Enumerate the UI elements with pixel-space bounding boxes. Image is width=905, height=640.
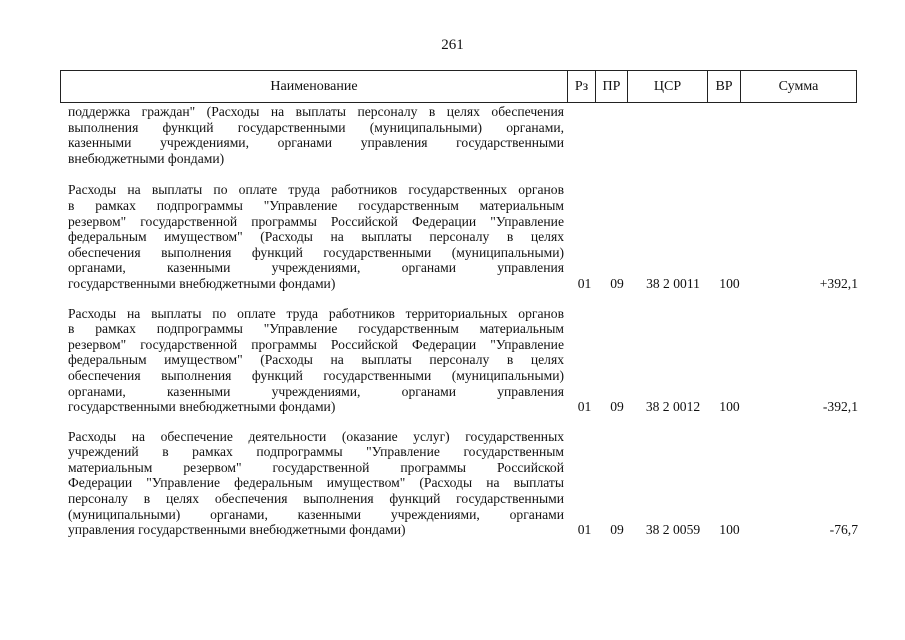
row-sum: -392,1 <box>822 399 858 415</box>
name-line: (муниципальными) органами, казенными учреждениями, органами <box>68 506 564 522</box>
row-rz: 01 <box>577 399 592 415</box>
name-line: управления государственными внебюджетными фондами) <box>68 522 406 538</box>
header-rz: Рз <box>568 71 596 102</box>
header-pr: ПР <box>596 71 628 102</box>
name-line: в рамках подпрограммы "Управление государственным материальным <box>68 321 564 337</box>
name-line: федеральным имуществом" (Расходы на выплаты персоналу в целях <box>68 352 564 368</box>
name-line: резервом" государственной программы Российской Федерации "Управление <box>68 213 564 229</box>
row-pr: 09 <box>610 399 624 415</box>
row-rz: 01 <box>577 522 592 538</box>
name-line: в рамках подпрограммы "Управление государственным материальным <box>68 197 564 213</box>
name-line: персоналу в целях обеспечения выполнения функций государственными <box>68 491 564 507</box>
name-line: внебюджетными фондами) <box>68 150 225 166</box>
row-vr: 100 <box>719 522 740 538</box>
header-csr: ЦСР <box>628 71 708 102</box>
row-pr: 09 <box>610 522 624 538</box>
name-line: федеральным имуществом" (Расходы на выплаты персоналу в целях <box>68 229 564 245</box>
page-number: 261 <box>441 37 464 53</box>
row-name <box>68 182 564 291</box>
row-csr: 38 2 0011 <box>646 275 700 291</box>
row-pr: 09 <box>610 275 624 291</box>
header-name: Наименование <box>61 71 568 102</box>
name-line: государственными внебюджетными фондами) <box>68 275 336 291</box>
name-line: органами, казенными учреждениями, органами управления <box>68 260 564 276</box>
row-sum: +392,1 <box>819 275 858 291</box>
name-line: учреждений в рамках подпрограммы "Управление государственным <box>68 444 564 460</box>
name-line: материальным резервом" государственной программы Российской <box>68 459 564 475</box>
name-line: органами, казенными учреждениями, органами управления <box>68 383 564 399</box>
row-csr: 38 2 0059 <box>645 522 701 538</box>
table-header <box>60 70 857 103</box>
name-line: резервом" государственной программы Российской Федерации "Управление <box>68 336 564 352</box>
name-line: обеспечения выполнения функций государственными (муниципальными) <box>68 367 564 383</box>
row-rz: 01 <box>577 275 592 291</box>
row-csr: 38 2 0012 <box>645 399 701 415</box>
name-line: Расходы на выплаты по оплате труда работников государственных органов <box>68 182 564 198</box>
name-line: государственными внебюджетными фондами) <box>68 399 336 415</box>
name-line: Расходы на выплаты по оплате труда работников территориальных органов <box>68 305 564 321</box>
row-vr: 100 <box>719 399 740 415</box>
row-sum: -76,7 <box>829 522 858 538</box>
name-line: обеспечения выполнения функций государственными (муниципальными) <box>68 244 564 260</box>
table-row <box>68 104 858 166</box>
row-name <box>68 429 564 538</box>
row-name <box>68 104 564 166</box>
name-line: казенными учреждениями, органами управления государственными <box>68 135 564 151</box>
header-sum: Сумма <box>778 78 819 94</box>
name-line: Федерации "Управление федеральным имуществом" (Расходы на выплаты <box>68 475 564 491</box>
table-body <box>68 104 858 552</box>
name-line: выполнения функций государственными (муниципальными) органами, <box>68 119 564 135</box>
name-line: поддержка граждан" (Расходы на выплаты персоналу в целях обеспечения <box>68 104 564 119</box>
table-row <box>68 182 858 291</box>
row-name <box>68 306 564 415</box>
row-vr: 100 <box>719 275 740 291</box>
table-row <box>68 306 858 415</box>
table-row <box>68 429 858 538</box>
name-line: Расходы на обеспечение деятельности (оказание услуг) государственных <box>68 428 564 444</box>
header-vr: ВР <box>708 71 741 102</box>
